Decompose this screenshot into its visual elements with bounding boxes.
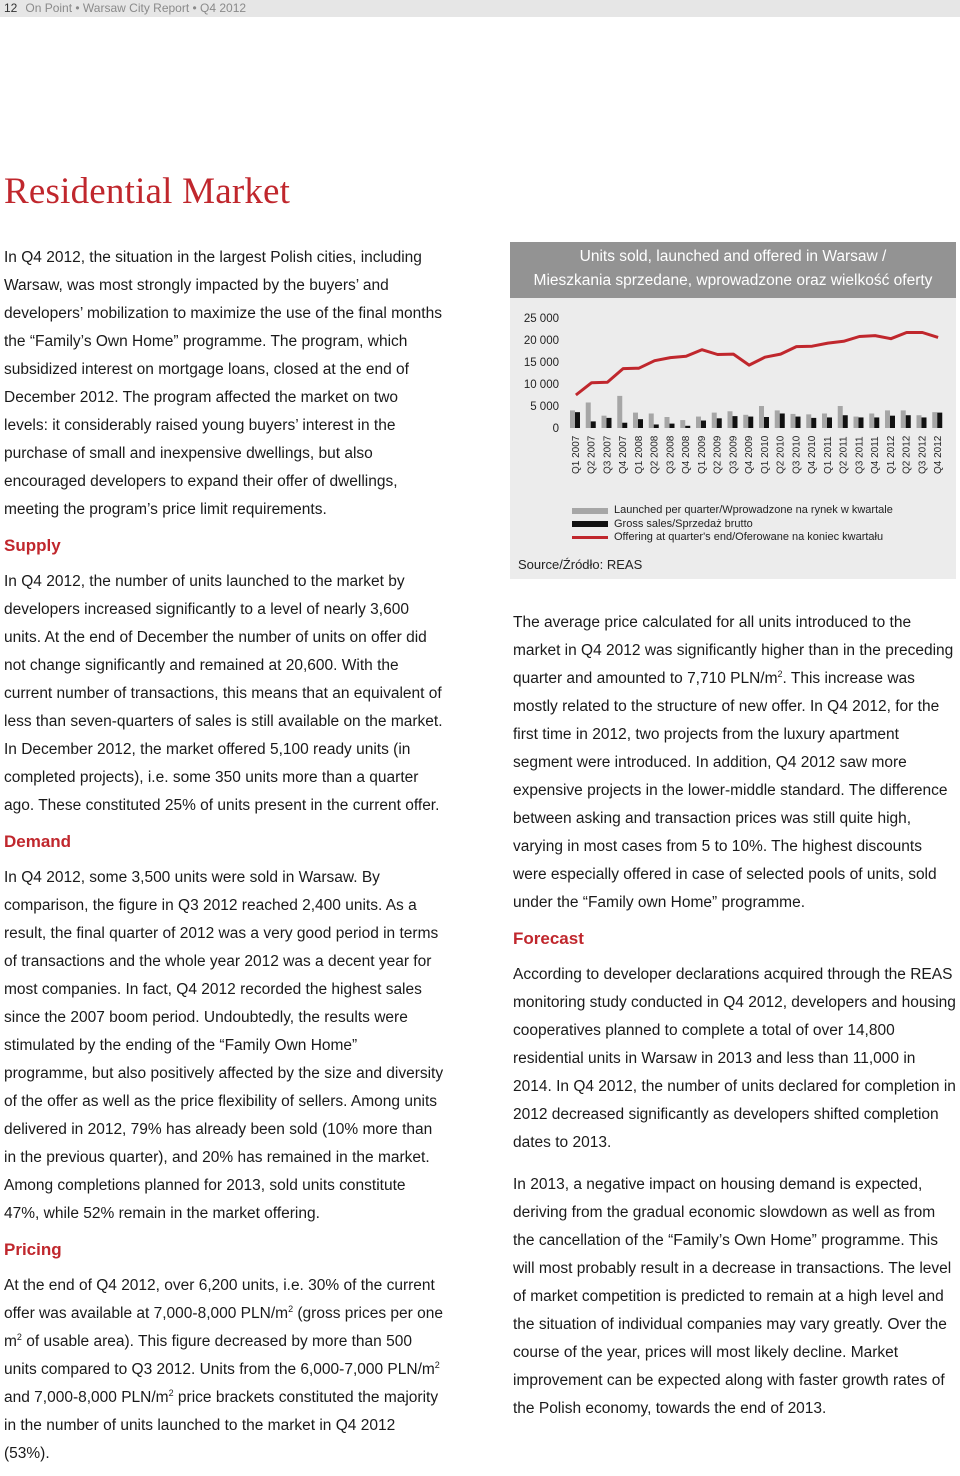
bar-sales [591, 421, 596, 428]
bar-sales [575, 412, 580, 428]
x-tick-label: Q3 2008 [665, 435, 677, 474]
x-tick-label: Q4 2012 [933, 435, 945, 474]
bar-launched [680, 420, 685, 428]
x-tick-label: Q1 2007 [570, 435, 582, 474]
pricing-paragraph-2: The average price calculated for all units introduced to the market in Q4 2012 was significantly higher than in the preceding quarter and amounted to 7,710 PLN/$m^2$. This increase was mostly related to the structure of new offer. In Q4 2012, for the first time in 2012, two projects from the luxury apartment segment were introduced. In addition, Q4 2012 saw more expensive projects in the lower-middle standard. The difference between asking and transaction prices was still quite high, varying in most cases from 5 to 10%. The highest discounts were especially offered in case of selected pools of units, sold under the “Family own Home” programme. [513, 614, 954, 911]
bar-sales [733, 416, 738, 428]
bar-sales [780, 413, 785, 428]
x-tick-label: Q3 2010 [791, 435, 803, 474]
bar-sales [906, 415, 911, 428]
x-tick-label: Q1 2008 [633, 435, 645, 474]
supply-paragraph: In Q4 2012, the number of units launched to the market by developers increased significantly to a level of nearly 3,600 units. At the end of December the number of units on offer did not change significantly and remained at 20,600. With the current number of transactions, this means that an equivalent of less than seven-quarters of sales is still available on the market. In December 2012, the market offered 5,100 ready units (in completed projects), i.e. some 350 units more than a quarter ago. These constituted 25% of units present in the current offer. [4, 573, 443, 814]
chart-legend [572, 504, 893, 545]
bar-sales [811, 418, 816, 428]
legend-swatch-offering [572, 536, 608, 539]
legend-item-sales: Gross sales/Sprzedaż brutto [572, 518, 893, 532]
right-column [513, 609, 958, 1431]
bar-launched [617, 396, 622, 428]
x-tick-label: Q1 2010 [759, 435, 771, 474]
running-header [0, 0, 960, 17]
bar-launched [665, 417, 670, 428]
page-number: 12 [4, 1, 18, 15]
bar-launched [917, 415, 922, 428]
legend-swatch-launched [572, 508, 608, 514]
demand-heading: Demand [4, 832, 72, 851]
chart-title-line1: Units sold, launched and offered in Warsaw / [579, 248, 887, 265]
bar-launched [775, 410, 780, 428]
legend-swatch-sales [572, 521, 608, 527]
bar-sales [796, 417, 801, 428]
chart-title-line2: Mieszkania sprzedane, wprowadzone oraz wielkość oferty [533, 272, 933, 289]
y-tick-label: 20 000 [523, 335, 559, 347]
x-tick-label: Q3 2011 [854, 436, 866, 474]
bar-launched [743, 415, 748, 428]
legend-item-offering: Offering at quarter's end/Oferowane na koniec kwartału [572, 531, 893, 545]
x-tick-label: Q1 2012 [885, 435, 897, 474]
y-tick-label: 0 [552, 423, 559, 435]
bar-launched [633, 413, 638, 428]
bar-launched [570, 410, 575, 428]
bar-sales [622, 423, 627, 428]
bar-launched [586, 402, 591, 428]
x-tick-label: Q2 2008 [649, 435, 661, 474]
bar-launched [932, 412, 937, 428]
bar-sales [654, 424, 659, 428]
x-tick-label: Q2 2010 [775, 435, 787, 474]
x-tick-label: Q4 2007 [618, 435, 630, 474]
bar-launched [854, 417, 859, 428]
bar-sales [638, 419, 643, 428]
bar-launched [885, 410, 890, 428]
bar-sales [701, 421, 706, 428]
bar-sales [890, 416, 895, 428]
supply-heading: Supply [4, 536, 61, 555]
y-tick-label: 10 000 [523, 379, 559, 391]
chart-title [510, 242, 956, 298]
y-tick-label: 25 000 [523, 313, 559, 325]
chart-plot [510, 298, 956, 503]
bar-launched [728, 411, 733, 428]
bar-launched [822, 413, 827, 428]
bar-sales [670, 424, 675, 428]
bar-sales [874, 417, 879, 428]
bar-sales [748, 417, 753, 428]
bar-launched [602, 416, 607, 428]
bar-launched [712, 413, 717, 428]
bar-sales [607, 418, 612, 428]
x-tick-label: Q2 2009 [712, 435, 724, 474]
bar-launched [696, 417, 701, 428]
x-tick-label: Q4 2011 [870, 436, 882, 474]
intro-paragraph: In Q4 2012, the situation in the largest Polish cities, including Warsaw, was most strongly impacted by the buyers’ and developers’ mobilization to maximize the use of the final months the “Family’s Own Home” programme. The program, which subsidized interest on mortgage loans, closed at the end of December 2012. The program affected the market on two levels: it considerably raised young buyers’ interest in the purchase of small and inexpensive dwellings, but also encouraged developers to expand their offer of dwellings, meeting the program’s price limit requirements. [4, 249, 442, 518]
x-tick-label: Q4 2008 [681, 435, 693, 474]
x-tick-label: Q2 2012 [901, 435, 913, 474]
bar-launched [806, 414, 811, 428]
bar-launched [901, 410, 906, 428]
y-tick-label: 5 000 [530, 401, 559, 413]
x-tick-label: Q1 2011 [822, 436, 834, 474]
page-title: Residential Market [4, 171, 291, 212]
forecast-heading: Forecast [513, 929, 584, 948]
forecast-paragraph-1: According to developer declarations acquired through the REAS monitoring study conducted in Q4 2012, developers and housing cooperatives planned to complete a total of over 14,800 residential units in Warsaw in 2013 and less than 11,000 in 2014. In Q4 2012, the number of units declared for completion in 2012 decreased significantly as developers shifted completion dates to 2013. [513, 966, 956, 1151]
bar-sales [937, 413, 942, 428]
x-tick-label: Q3 2009 [728, 435, 740, 474]
chart-source: Source/Źródło: REAS [518, 557, 643, 572]
x-tick-label: Q1 2009 [696, 435, 708, 474]
demand-paragraph: In Q4 2012, some 3,500 units were sold in Warsaw. By comparison, the figure in Q3 2012 reached 2,400 units. As a result, the final quarter of 2012 was a very good period in terms of transactions and the whole year 2012 was a decent year for most companies. In fact, Q4 2012 recorded the highest sales since the 2007 boom period. Undoubtedly, the results were stimulated by the ending of the “Family Own Home” programme, but also positively affected by the size and diversity of the offer as well as the price flexibility of sellers. Among units delivered in 2012, 79% has already been sold (10% more than in the previous quarter), and 20% has remained in the market. Among completions planned for 2013, sold units constitute 47%, while 52% remain in the market offering. [4, 869, 444, 1222]
bar-sales [717, 418, 722, 428]
bar-sales [764, 417, 769, 428]
bar-sales [922, 417, 927, 428]
x-tick-label: Q3 2012 [917, 435, 929, 474]
bar-sales [685, 426, 690, 428]
bar-sales [843, 415, 848, 428]
line-offering [576, 333, 938, 396]
bar-sales [859, 417, 864, 428]
forecast-paragraph-2: In 2013, a negative impact on housing demand is expected, deriving from the gradual economic slowdown as well as from the cancellation of the “Family’s Own Home” programme. This will most probably result in a decrease in transactions. The level of market competition is predicted to remain at a high level and the situation of individual companies may vary greatly. Over the course of the year, prices will most likely decline. Market improvement can be expected along with faster growth rates of the Polish economy, towards the end of 2013. [513, 1176, 952, 1417]
bar-launched [649, 413, 654, 428]
x-tick-label: Q3 2007 [602, 435, 614, 474]
bar-sales [827, 417, 832, 428]
pricing-heading: Pricing [4, 1240, 62, 1259]
bar-launched [759, 406, 764, 428]
x-tick-label: Q2 2011 [838, 436, 850, 474]
units-chart [510, 242, 956, 579]
bar-launched [791, 414, 796, 428]
x-tick-label: Q2 2007 [586, 435, 598, 474]
bar-launched [869, 413, 874, 428]
running-title: On Point • Warsaw City Report • Q4 2012 [25, 1, 247, 15]
legend-item-launched: Launched per quarter/Wprowadzone na rynek w kwartale [572, 504, 893, 518]
left-column [4, 244, 444, 1476]
bar-launched [838, 406, 843, 428]
pricing-paragraph-1: At the end of Q4 2012, over 6,200 units, i.e. 30% of the current offer was available at 7,000-8,000 PLN/$m^2$ (gross prices per one $m^2$ of usable area). This figure decreased by more than 500 units compared to Q3 2012. Units from the 6,000-7,000 PLN/$m^2$ and 7,000-8,000 PLN/$m^2$ price brackets constituted the majority in the number of units launched to the market in Q4 2012 (53%). [4, 1277, 443, 1462]
x-tick-label: Q4 2010 [807, 435, 819, 474]
y-tick-label: 15 000 [523, 357, 559, 369]
x-tick-label: Q4 2009 [744, 435, 756, 474]
